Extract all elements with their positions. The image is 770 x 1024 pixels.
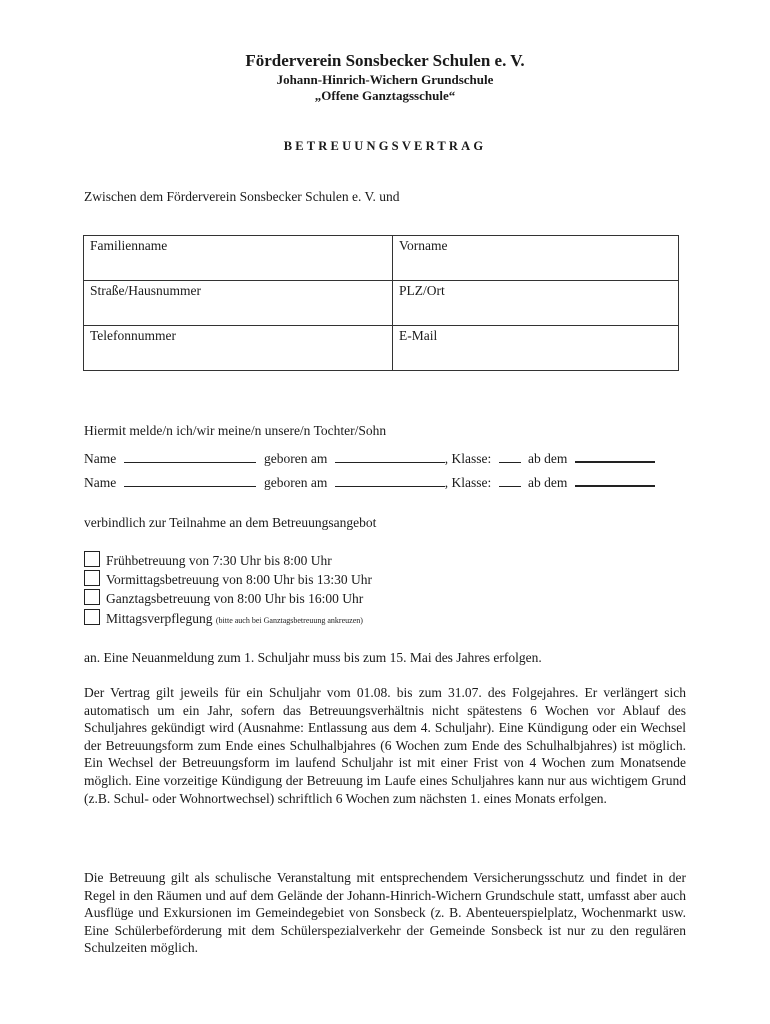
- checkbox[interactable]: [84, 609, 100, 625]
- intro-text: Zwischen dem Förderverein Sonsbecker Schulen e. V. und: [84, 189, 400, 204]
- child-row-2: [84, 473, 655, 491]
- deadline-text: an. Eine Neuanmeldung zum 1. Schuljahr muss bis zum 15. Mai des Jahres erfolgen.: [84, 650, 542, 665]
- class-label: , Klasse:: [444, 451, 492, 466]
- start-date-blank[interactable]: [575, 449, 655, 463]
- option-morning-care: [84, 570, 372, 588]
- child-name-blank[interactable]: [124, 450, 256, 463]
- registration-intro: Hiermit melde/n ich/wir meine/n unsere/n Tochter/Sohn: [84, 423, 387, 438]
- table-row: [84, 281, 679, 326]
- child-row-1: [84, 449, 655, 467]
- zip-city-field[interactable]: PLZ/Ort: [393, 281, 679, 326]
- checkbox[interactable]: [84, 589, 100, 605]
- org-title: Förderverein Sonsbecker Schulen e. V.: [245, 51, 525, 70]
- table-row: [84, 236, 679, 281]
- name-label: Name: [84, 475, 117, 490]
- option-lunch: [84, 609, 363, 627]
- from-label: ab dem: [527, 451, 568, 466]
- option-label: Frühbetreuung von 7:30 Uhr bis 8:00 Uhr: [106, 553, 332, 568]
- option-label: Mittagsverpflegung: [106, 611, 213, 626]
- start-date-blank[interactable]: [575, 473, 655, 487]
- contract-title: BETREUUNGSVERTRAG: [283, 139, 487, 153]
- birthdate-blank[interactable]: [335, 474, 445, 487]
- phone-field[interactable]: Telefonnummer: [84, 326, 393, 371]
- option-early-care: [84, 551, 332, 569]
- class-blank[interactable]: [499, 474, 521, 487]
- program-name: „Offene Ganztagsschule“: [314, 88, 456, 103]
- family-name-field[interactable]: Familienname: [84, 236, 393, 281]
- child-name-blank[interactable]: [124, 474, 256, 487]
- table-row: [84, 326, 679, 371]
- option-note: (bitte auch bei Ganztagsbetreuung ankreuzen): [215, 616, 363, 625]
- parent-info-table: [83, 235, 679, 371]
- checkbox[interactable]: [84, 570, 100, 586]
- option-label: Ganztagsbetreuung von 8:00 Uhr bis 16:00 Uhr: [106, 591, 364, 606]
- street-field[interactable]: Straße/Hausnummer: [84, 281, 393, 326]
- option-label: Vormittagsbetreuung von 8:00 Uhr bis 13:30 Uhr: [106, 572, 372, 587]
- class-label: , Klasse:: [444, 475, 492, 490]
- from-label: ab dem: [527, 475, 568, 490]
- birthdate-blank[interactable]: [335, 450, 445, 463]
- name-label: Name: [84, 451, 117, 466]
- class-blank[interactable]: [499, 450, 521, 463]
- first-name-field[interactable]: Vorname: [393, 236, 679, 281]
- option-full-day-care: [84, 589, 363, 607]
- email-field[interactable]: E-Mail: [393, 326, 679, 371]
- participation-text: verbindlich zur Teilnahme an dem Betreuungsangebot: [84, 515, 377, 530]
- contract-terms-paragraph: Der Vertrag gilt jeweils für ein Schuljahr vom 01.08. bis zum 31.07. des Folgejahres. Er verlängert sich automatisch um ein Jahr, sofern das Betreuungsverhältnis nicht spätestens 6 Wochen vor Ablauf des Schuljahres gekündigt wird (Ausnahme: Entlassung aus dem 4. Schuljahr). Eine Kündigung oder ein Wechsel der Betreuungsform zum Ende eines Schulhalbjahres (6 Wochen zum Ende des Schulhalbjahres) ist möglich. Ein Wechsel der Betreuungsform im laufend Schuljahr ist mit einer Frist von 4 Wochen zum Monatsende möglich. Eine vorzeitige Kündigung der Betreuung im Laufe eines Schuljahres kann nur aus wichtigem Grund (z.B. Schul- oder Wohnortwechsel) schriftlich 6 Wochen zum nächsten 1. eines Monats erfolgen.: [84, 685, 686, 806]
- born-label: geboren am: [263, 475, 328, 490]
- insurance-paragraph: Die Betreuung gilt als schulische Veranstaltung mit entsprechendem Versicherungsschutz und findet in der Regel in den Räumen und auf dem Gelände der Johann-Hinrich-Wichern Grundschule statt, umfasst aber auch Ausflüge und Exkursionen im Gemeindegebiet von Sonsbeck (z. B. Abenteuerspielplatz, Wochenmarkt usw. Eine Schülerbeförderung mit dem Schülerspezialverkehr der Gemeinde Sonsbeck ist nur zu den regulären Schulzeiten möglich.: [84, 870, 686, 956]
- checkbox[interactable]: [84, 551, 100, 567]
- school-name: Johann-Hinrich-Wichern Grundschule: [276, 72, 494, 87]
- born-label: geboren am: [263, 451, 328, 466]
